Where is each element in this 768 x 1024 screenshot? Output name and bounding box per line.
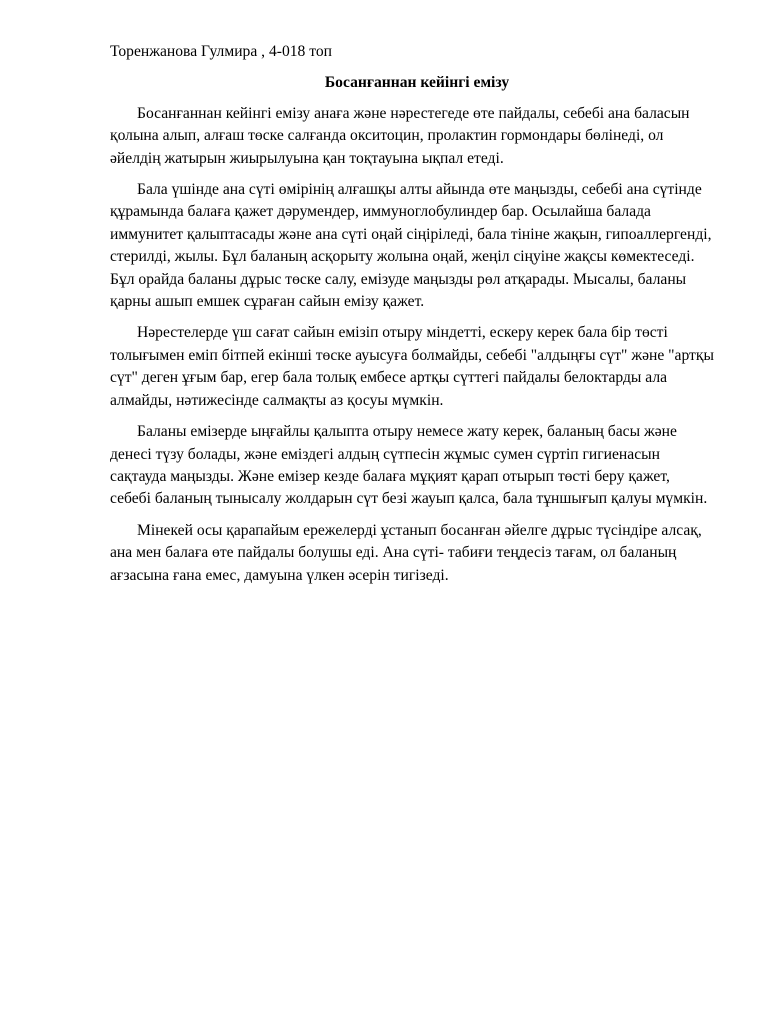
- paragraph-3: Нәрестелерде үш сағат сайын емізіп отыру міндетті, ескеру керек бала бір төсті толығымен еміп бітпей екінші төске ауысуға болмайды, себебі "алдыңғы сүт" және "артқы сүт" деген ұғым бар, егер бала толық ембесе артқы сүттегі пайдалы белоктарды ала алмайды, нәтижесінде салмақты аз қосуы мүмкін.: [110, 324, 714, 409]
- author-line: Торенжанова Гулмира , 4-018 топ: [110, 43, 332, 60]
- document-body: [110, 41, 714, 596]
- paragraph-4: Баланы емізерде ыңғайлы қалыпта отыру немесе жату керек, баланың басы және денесі түзу болады, және еміздегі алдың сүтпесін жұмыс сумен сүртіп гигиенасын сақтауда маңызды. Және емізер кезде балаға мұқият қарап отырып төсті беру қажет, себебі баланың тынысалу жолдарын сүт безі жауып қалса, бала тұншығып қалуы мүмкін.: [110, 423, 708, 508]
- paragraph-2: Бала үшінде ана сүті өмірінің алғашқы алты айында өте маңызды, себебі ана сүтінде құрамында балаға қажет дәрумендер, иммуноглобулиндер бар. Осылайша балада иммунитет қалыптасады және ана сүті оңай сіңіріледі, бала тініне жақын, гипоаллергенді, стерилді, жылы. Бұл баланың асқорыту жолына оңай, жеңіл сіңуіне жақсы көмектеседі. Бұл орайда баланы дұрыс төске салу, емізуде маңызды рөл атқарады. Мысалы, баланы қарны ашып емшек сұраған сайын емізу қажет.: [110, 181, 712, 311]
- paragraph-1: Босанғаннан кейінгі емізу анаға және нәрестегеде өте пайдалы, себебі ана баласын қолына алып, алғаш төске салғанда окситоцин, пролактин гормондары бөлінеді, ол әйелдің жатырын жиырылуына қан тоқтауына ықпал етеді.: [110, 104, 690, 167]
- document-title: Босанғаннан кейінгі емізу: [324, 74, 510, 92]
- paragraph-5: Мінекей осы қарапайым ережелерді ұстанып босанған әйелге дұрыс түсіндіре алсақ, ана мен балаға өте пайдалы болушы еді. Ана сүті- табиғи теңдесіз тағам, ол баланың ағзасына ғана емес, дамуына үлкен әсерін тигізеді.: [110, 521, 702, 584]
